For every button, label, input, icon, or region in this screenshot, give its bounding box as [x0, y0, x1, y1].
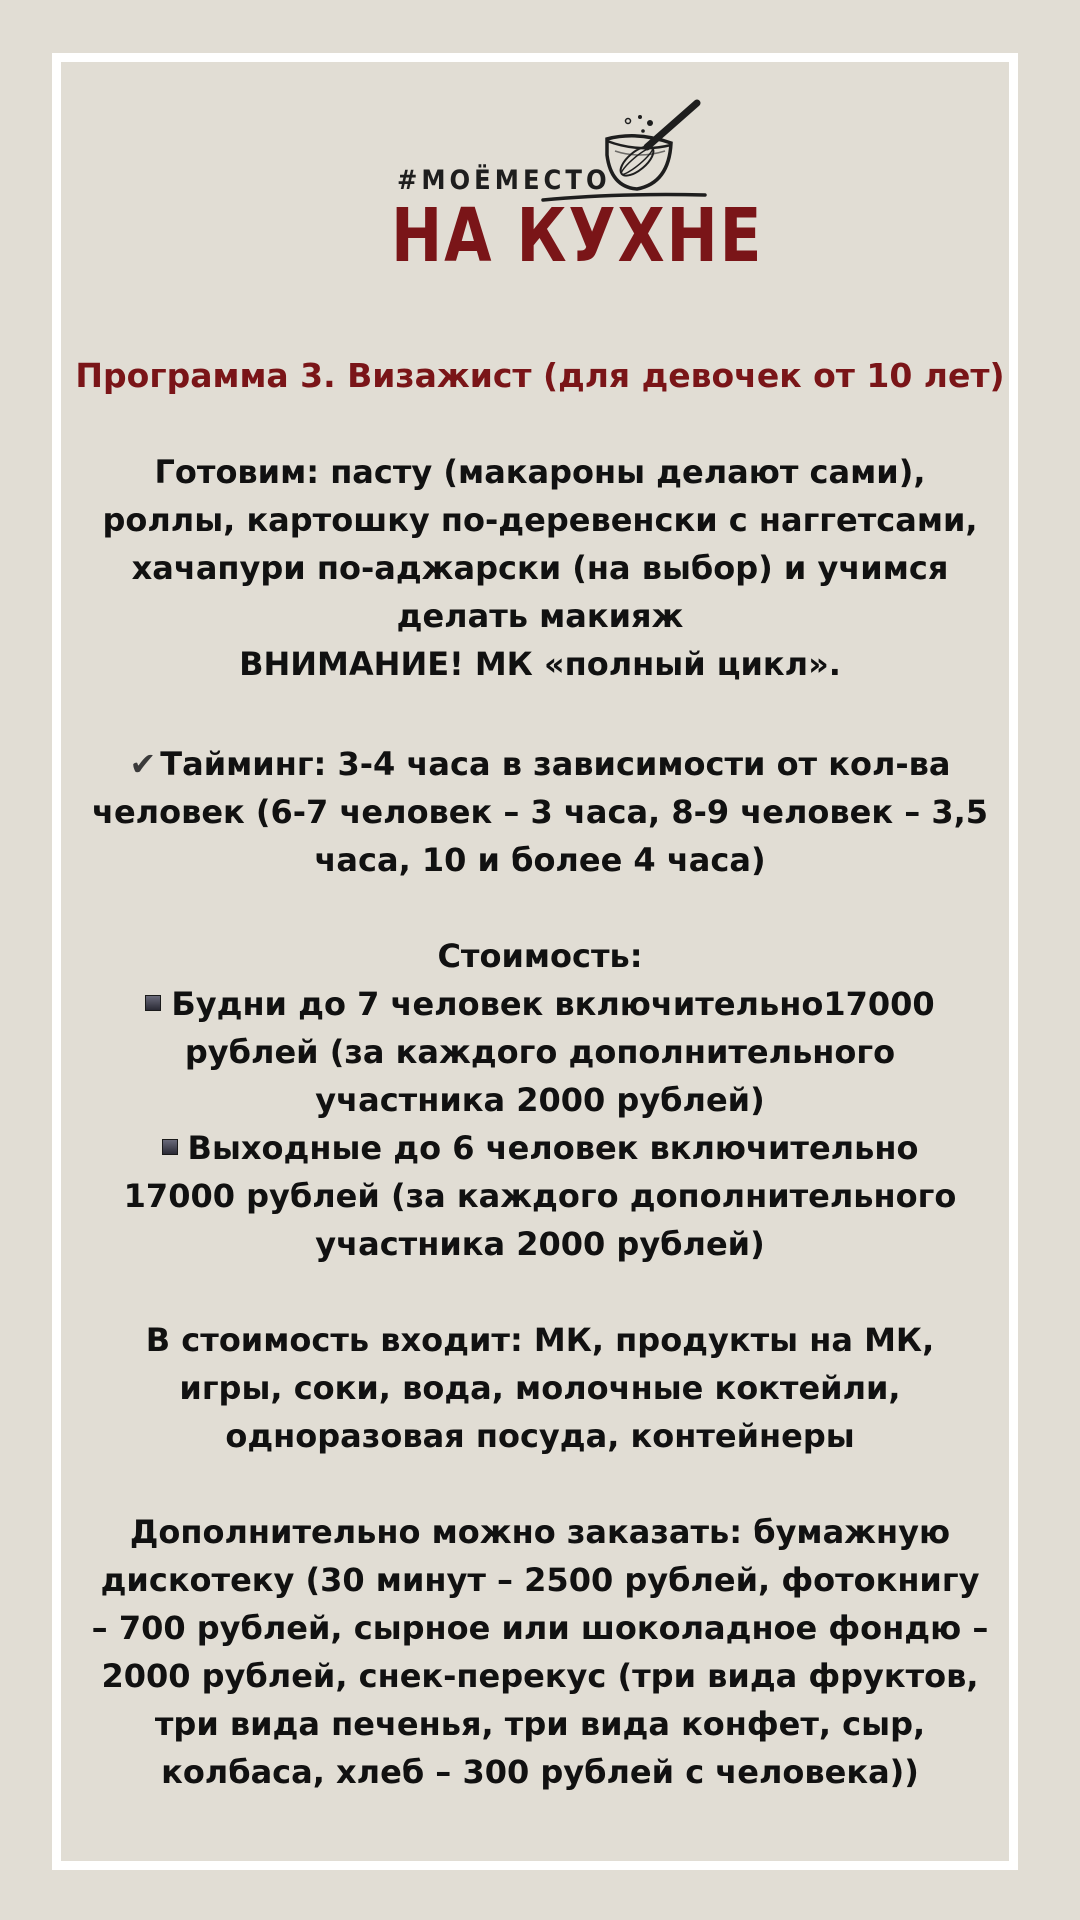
- attention-line: ВНИМАНИЕ! МК «полный цикл».: [239, 645, 841, 683]
- price-heading: Стоимость:: [437, 937, 643, 975]
- menu-line: хачапури по-аджарски (на выбор) и учимся: [131, 549, 949, 587]
- bullet-square-icon: [162, 1139, 178, 1155]
- extras-line: дискотеку (30 минут – 2500 рублей, фотокнигу: [100, 1561, 980, 1599]
- weekdays-line: рублей (за каждого дополнительного: [184, 1033, 896, 1071]
- timing-block: [90, 740, 990, 884]
- menu-line: Готовим: пасту (макароны делают сами),: [154, 453, 926, 491]
- logo-brand: НА КУХНЕ: [391, 193, 764, 279]
- menu-block: [90, 448, 990, 688]
- weekends-line: участника 2000 рублей): [315, 1225, 765, 1263]
- included-line: игры, соки, вода, молочные коктейли,: [179, 1369, 901, 1407]
- weekdays-text: Будни до 7 человек включительно17000: [171, 985, 935, 1023]
- price-block: [90, 932, 990, 1268]
- extras-line: Дополнительно можно заказать: бумажную: [129, 1513, 951, 1551]
- weekdays-line: [90, 980, 990, 1028]
- timing-line: [90, 740, 990, 788]
- weekdays-line: участника 2000 рублей): [315, 1081, 765, 1119]
- extras-line: – 700 рублей, сырное или шоколадное фондю –: [91, 1609, 989, 1647]
- menu-line: делать макияж: [396, 597, 684, 635]
- page-title: Программа 3. Визажист (для девочек от 10 лет): [75, 356, 1005, 395]
- weekends-text: Выходные до 6 человек включительно: [187, 1129, 919, 1167]
- bullet-square-icon: [145, 995, 161, 1011]
- timing-text: Тайминг: 3-4 часа в зависимости от кол-ва: [160, 745, 951, 783]
- checkmark-icon: ✔: [129, 745, 157, 783]
- weekends-line: [90, 1124, 990, 1172]
- included-line: В стоимость входит: МК, продукты на МК,: [145, 1321, 935, 1359]
- menu-line: роллы, картошку по-деревенски с наггетсами,: [102, 501, 978, 539]
- weekends-line: 17000 рублей (за каждого дополнительного: [123, 1177, 957, 1215]
- extras-line: колбаса, хлеб – 300 рублей с человека)): [161, 1753, 919, 1791]
- extras-line: 2000 рублей, снек-перекус (три вида фруктов,: [101, 1657, 979, 1695]
- extras-line: три вида печенья, три вида конфет, сыр,: [154, 1705, 926, 1743]
- included-block: [90, 1316, 990, 1460]
- timing-line: часа, 10 и более 4 часа): [314, 841, 766, 879]
- extras-block: [90, 1508, 990, 1796]
- logo-hashtag: #МОЁМЕСТО: [397, 165, 611, 196]
- logo: [385, 95, 764, 295]
- included-line: одноразовая посуда, контейнеры: [225, 1417, 855, 1455]
- timing-line: человек (6-7 человек – 3 часа, 8-9 человек – 3,5: [91, 793, 989, 831]
